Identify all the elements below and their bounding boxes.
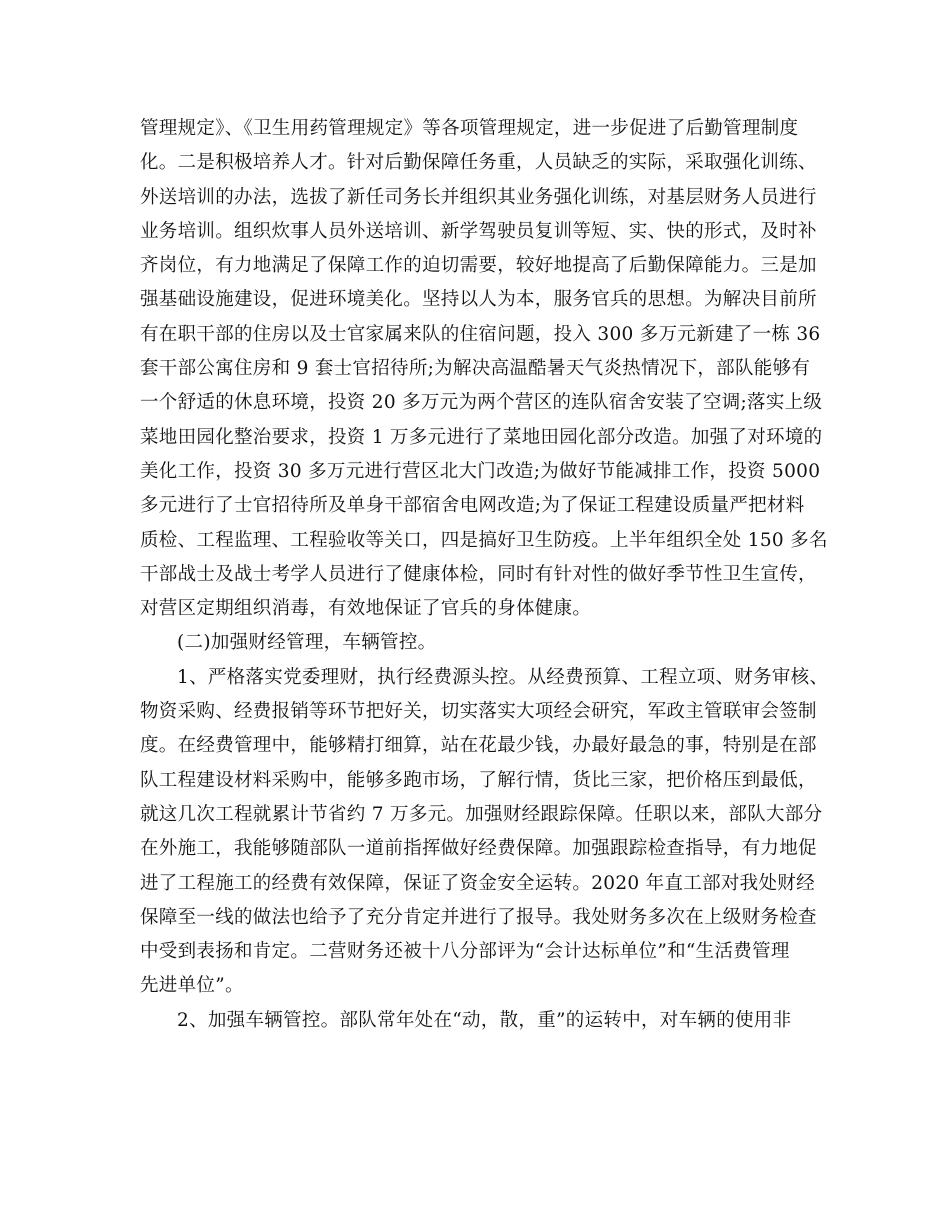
text-line: 管理规定》、《卫生用药管理规定》等各项管理规定，进一步促进了后勤管理制度 — [140, 118, 799, 139]
text-line: 中受到表扬和肯定。二营财务还被十八分部评为“会计达标单位”和“生活费管理 — [140, 941, 790, 963]
text-line: 套干部公寓住房和 9 套士官招待所;为解决高温酷暑天气炎热情况下，部队能够有 — [140, 358, 811, 380]
text-line: 强基础设施建设，促进环境美化。坚持以人为本，服务官兵的思想。为解决目前所 — [140, 289, 817, 311]
text-line: 美化工作，投资 30 多万元进行营区北大门改造;为做好节能减排工作，投资 5000 — [140, 460, 821, 482]
text-line: 就这几次工程就累计节省约 7 万多元。加强财经跟踪保障。任职以来，部队大部分 — [140, 803, 823, 825]
text-line: 先进单位”。 — [140, 975, 244, 997]
text-line: 队工程建设材料采购中，能够多跑市场，了解行情，货比三家，把价格压到最低， — [140, 769, 817, 791]
text-line: 多元进行了士官招待所及单身干部宿舍电网改造;为了保证工程建设质量严把材料 — [140, 495, 805, 517]
text-line: 外送培训的办法，选拔了新任司务长并组织其业务强化训练，对基层财务人员进行 — [140, 186, 817, 208]
text-line: 质检、工程监理、工程验收等关口，四是搞好卫生防疫。上半年组织全处 150 多名 — [140, 529, 828, 551]
text-line: 物资采购、经费报销等环节把好关，切实落实大项经会研究，军政主管联审会签制 — [140, 701, 817, 723]
text-line: 保障至一线的做法也给予了充分肯定并进行了报导。我处财务多次在上级财务检查 — [140, 906, 817, 928]
text-line: 菜地田园化整治要求，投资 1 万多元进行了菜地田园化部分改造。加强了对环境的 — [140, 426, 823, 448]
text-line: 有在职干部的住房以及士官家属来队的住宿问题，投入 300 多万元新建了一栋 36 — [140, 323, 821, 345]
section-heading: (二)加强财经管理，车辆管控。 — [177, 632, 437, 654]
text-line: 业务培训。组织炊事人员外送培训、新学驾驶员复训等短、实、快的形式，及时补 — [140, 220, 817, 242]
text-line: 在外施工，我能够随部队一道前指挥做好经费保障。加强跟踪检查指导，有力地促 — [140, 838, 817, 860]
body-text — [140, 112, 829, 1038]
text-line: 化。二是积极培养人才。针对后勤保障任务重，人员缺乏的实际，采取强化训练、 — [140, 152, 817, 174]
text-line: 齐岗位，有力地满足了保障工作的迫切需要，较好地提高了后勤保障能力。三是加 — [140, 255, 817, 277]
text-line: 对营区定期组织消毒，有效地保证了官兵的身体健康。 — [140, 598, 592, 620]
text-line: 度。在经费管理中，能够精打细算，站在花最少钱，办最好最急的事，特别是在部 — [140, 735, 817, 757]
text-line: 进了工程施工的经费有效保障，保证了资金安全运转。2020 年直工部对我处财经 — [140, 872, 815, 894]
text-line: 一个舒适的休息环境，投资 20 多万元为两个营区的连队宿舍安装了空调;落实上级 — [140, 392, 823, 414]
text-line: 干部战士及战士考学人员进行了健康体检，同时有针对性的做好季节性卫生宣传， — [140, 563, 817, 585]
paragraph-start: 2、加强车辆管控。部队常年处在“动，散，重”的运转中，对车辆的使用非 — [177, 1009, 792, 1031]
paragraph-start: 1、严格落实党委理财，执行经费源头控。从经费预算、工程立项、财务审核、 — [177, 666, 829, 688]
